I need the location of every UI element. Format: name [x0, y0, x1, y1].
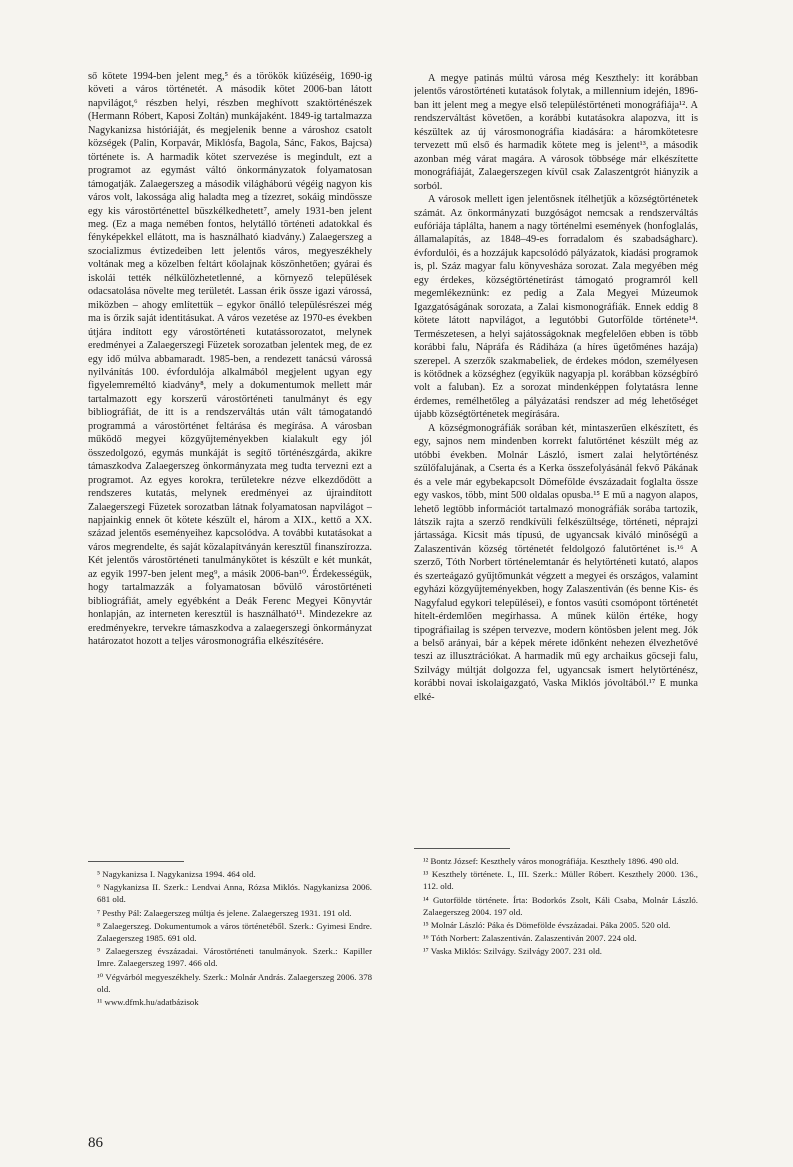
footnote: ⁶ Nagykanizsa II. Szerk.: Lendvai Anna, Rózsa Miklós. Nagykanizsa 2006. 681 old.	[97, 882, 372, 905]
footnote: ⁵ Nagykanizsa I. Nagykanizsa 1994. 464 old.	[97, 869, 256, 879]
left-body-text	[88, 70, 372, 855]
paragraph: A városok mellett igen jelentősnek ítélhetjük a községtörténetek számát. Az önkormányzati buzgóságot nemcsak a rendszerváltás eufóriája táplálta, hanem a nagy történelmi események (honfoglalás, államalapítás, az 1848–49-es forradalom és szabadságharc). évfordulói, és a hozzájuk kapcsolódó pályázatok, kiadási programok is, pl. Száz magyar falu könyvesháza sorozat. Zala megyében még egy érdekes, községtörténetírást támogató programról kell megemlékeznünk: ez pedig a Zala Megyei Múzeumok Igazgatóságának sorozata, a Zalai kismonográfiák. Ennek eddig 8 kötete látott napvilágot, a legutóbbi Gutorfölde története¹⁴. Természetesen, a helyi sajátosságoknak megfelelően ebben is több korábbi falu, Nápráfa és Rádiháza (a híres ügetőménes hazája) szerepel. A szerzők szakmabeliek, de érdekes módon, személyesen is kötődnek a községhez (egyikük nagyapja pl. korábban községbíró volt a faluban). Ez a sorozat mindenképpen folytatásra lenne érdemes, remélhetőleg a pályázatási rendszer ad még lehetőséget újabb községtörténetek megírására.	[414, 194, 698, 421]
footnote: ⁸ Zalaegerszeg. Dokumentumok a város történetéből. Szerk.: Gyimesi Endre. Zalaegerszeg 1985. 691 old.	[97, 920, 372, 944]
paragraph: A megye patinás múltú városa még Keszthely: itt korábban jelentős várostörténeti kutatások folytak, a millennium idején, 1896-ban itt jelent meg a megye első településtörténeti monográfiája¹². A rendszerváltást követően, a korábbi kutatásokra alapozva, itt is készültek az új városmonográfia kiadására: a háromkötetesre tervezett mű első és harmadik kötete meg is jelent¹³, a második azonban még várat magára. A városok többsége már elkészítette monográfiáját, Zalaegerszegen kívül csak Zalaszentgrót hiányzik a sorból.	[414, 73, 698, 192]
footnote-divider	[88, 861, 184, 862]
footnote: ¹⁰ Végvárból megyeszékhely. Szerk.: Molnár András. Zalaegerszeg 2006. 378 old.	[97, 971, 372, 994]
footnote: ¹⁷ Vaska Miklós: Szilvágy. Szilvágy 2007. 231 old.	[423, 946, 602, 957]
footnote: ¹⁴ Gutorfölde története. Írta: Bodorkós Zsolt, Káli Csaba, Molnár László. Zalaegerszeg 2004. 197 old.	[423, 894, 698, 917]
right-footnotes	[414, 855, 698, 958]
left-column	[88, 70, 372, 1009]
footnote: ¹⁶ Tóth Norbert: Zalaszentiván. Zalaszentiván 2007. 224 old.	[423, 933, 637, 944]
right-body-text	[414, 72, 698, 842]
footnote: ⁷ Pesthy Pál: Zalaegerszeg múltja és jelene. Zalaegerszeg 1931. 191 old.	[97, 907, 352, 918]
footnote: ¹⁵ Molnár László: Páka és Dömefölde évszázadai. Páka 2005. 520 old.	[423, 920, 671, 931]
page-number: 86	[88, 1135, 103, 1151]
left-footnotes	[88, 868, 372, 1008]
paragraph: A községmonográfiák sorában két, mintaszerűen elkészített, és egy, sajnos nem mindenben korrekt falutörténet készült még az utóbbi években. Molnár László, ismert zalai helytörténész szülőfalujának, a Cserta és a Kerka összefolyásánál fekvő Pákának és a vele már egybekapcsolt Dömefölde évszázadait foglalta össze egy vaskos, több, mint 500 oldalas opusba.¹⁵ E mű a nagyon alapos, lehető legtöbb információt tartalmazó monográfiák sorába tartozik, látszik rajta a szerző rendkívüli felkészültsége, történeti, néprajzi jártassága. Kicsit más típusú, de ugyancsak kiváló minőségű a Zalaszentiván község történetét feldolgozó falutörténet is.¹⁶ A szerző, Tóth Norbert történelemtanár és helytörténeti kutató, alapos és szerteágazó gyűjtőmunkát végzett a megyei és országos, valamint egyházi közgyűjteményekben, hogy Zalaszentiván (és benne Kis- és Nagyfalud egykori települései), e fontos vasúti csomópont történetét hitelt-érdemlően megírhassa. A műnek külön értéke, hogy tipográfiailag is szépen tervezve, modern köntösben jelent meg. Jók a belső arányai, bár a képek mérete időnként nehezen élvezhetővé teszi az illusztrációkat. A harmadik mű egy archaikus göcseji falu, Szilvágy múltját dolgozza fel, ugyancsak ismert helytörténész, korábbi novai iskolaigazgató, Vaska Miklós jóvoltából.¹⁷ E munka elké-	[414, 422, 698, 703]
right-column	[414, 72, 698, 959]
paragraph: ső kötete 1994-ben jelent meg,⁵ és a törökök kiűzéséig, 1690-ig követi a város történetét. A második kötet 2006-ban látott napvilágot,⁶ részben helyi, részben meghívott szaktörténészek (Hermann Róbert, Kaposi Zoltán) munkájaként. 1849-ig tartalmazza Nagykanizsa históriáját, és megjelenik benne a városhoz csatolt községek (Palin, Korpavár, Miklósfa, Bagola, Sánc, Fakos, Bajcsa) története is. A harmadik kötet szervezése is megindult, ezt a programot az egymást váltó önkormányzatok folyamatosan támogatják. Zalaegerszeg a második világháború végéig nagyon kis város volt, lakossága alig haladta meg a tízezret, sokáig mindössze egy kis várostörténettel büszkélkedhetett⁷, amely 1931-ben jelent meg. (Ez a maga nemében fontos, helytálló történeti adatokkal és fényképekkel ellátott, ma is használható kiadvány.) Zalaegerszeg a szocializmus évtizedeiben lett jelentős város, megyeszékhely voltának meg a közelben feltárt kőolajnak köszönhetően; gyárai és iskolái tették nélkülözhetetlenné, a környező települések odacsatolása növelte meg területét. Lassan érik össze igazi várossá, miközben – ahogy említettük – egykor önálló településrészei még ma is őrzik saját identitásukat. A város vezetése az 1970-es években útjára indított egy várostörténeti kutatássorozatot, melynek eredményei a Zalaegerszegi Füzetek sorozatban jelentek meg, de ez egy idő múlva abbamaradt. 1985-ben, a rendezett tanácsú várossá nyilvánítás 100. évfordulója alkalmából megjelent ugyan egy figyelemreméltó kiadvány⁸, mely a dokumentumok mellett már tartalmazott egy korszerű várostörténeti tanulmányt és egy bibliográfiát, de itt is a rendszerváltás után vált támogatandó programmá a várostörténet feltárása és megírása. A városban működő megyei közgyűjteményekben kialakult egy jól összedolgozó, egymás munkáját is segítő történészgárda, akikre támaszkodva Zalaegerszeg önkormányzata meg tudta tervezni ezt a programot. Az egyes korokra, területekre nézve elkezdődött a rendszeres kutatás, melynek eredményei az újraindított Zalaegerszegi Füzetek sorozatban látnak folyamatosan napvilágot – napjainkig ennek öt kötete készült el, három a XIX., kettő a XX. század jelentős eseményeihez kapcsolódva. A további kutatásokat a város megrendelte, és saját közalapítványán keresztül finanszírozza. Két jelentős várostörténeti tanulmánykötet is készült e két munkát, az egyik 1997-ben jelent meg⁹, a másik 2006-ban¹⁰. Érdekességük, hogy tartalmazzák a folyamatosan bővülő várostörténeti bibliográfiát, amely egyébként a Deák Ferenc Megyei Könyvtár honlapján, az interneten keresztül is használható¹¹. Mindezekre az eredményekre, tervekre támaszkodva a zalaegerszegi önkormányzat határozatot hozott a teljes városmonográfia elkészítésére.	[88, 71, 372, 648]
footnote: ¹³ Keszthely története. I., III. Szerk.: Müller Róbert. Keszthely 2000. 136., 112. old.	[423, 869, 698, 892]
footnote: ¹¹ www.dfmk.hu/adatbázisok	[97, 997, 199, 1008]
footnote: ⁹ Zalaegerszeg évszázadai. Várostörténeti tanulmányok. Szerk.: Kapiller Imre. Zalaegerszeg 1997. 466 old.	[97, 946, 372, 969]
footnote-divider	[414, 848, 510, 849]
footnote: ¹² Bontz József: Keszthely város monográfiája. Keszthely 1896. 490 old.	[423, 856, 679, 866]
